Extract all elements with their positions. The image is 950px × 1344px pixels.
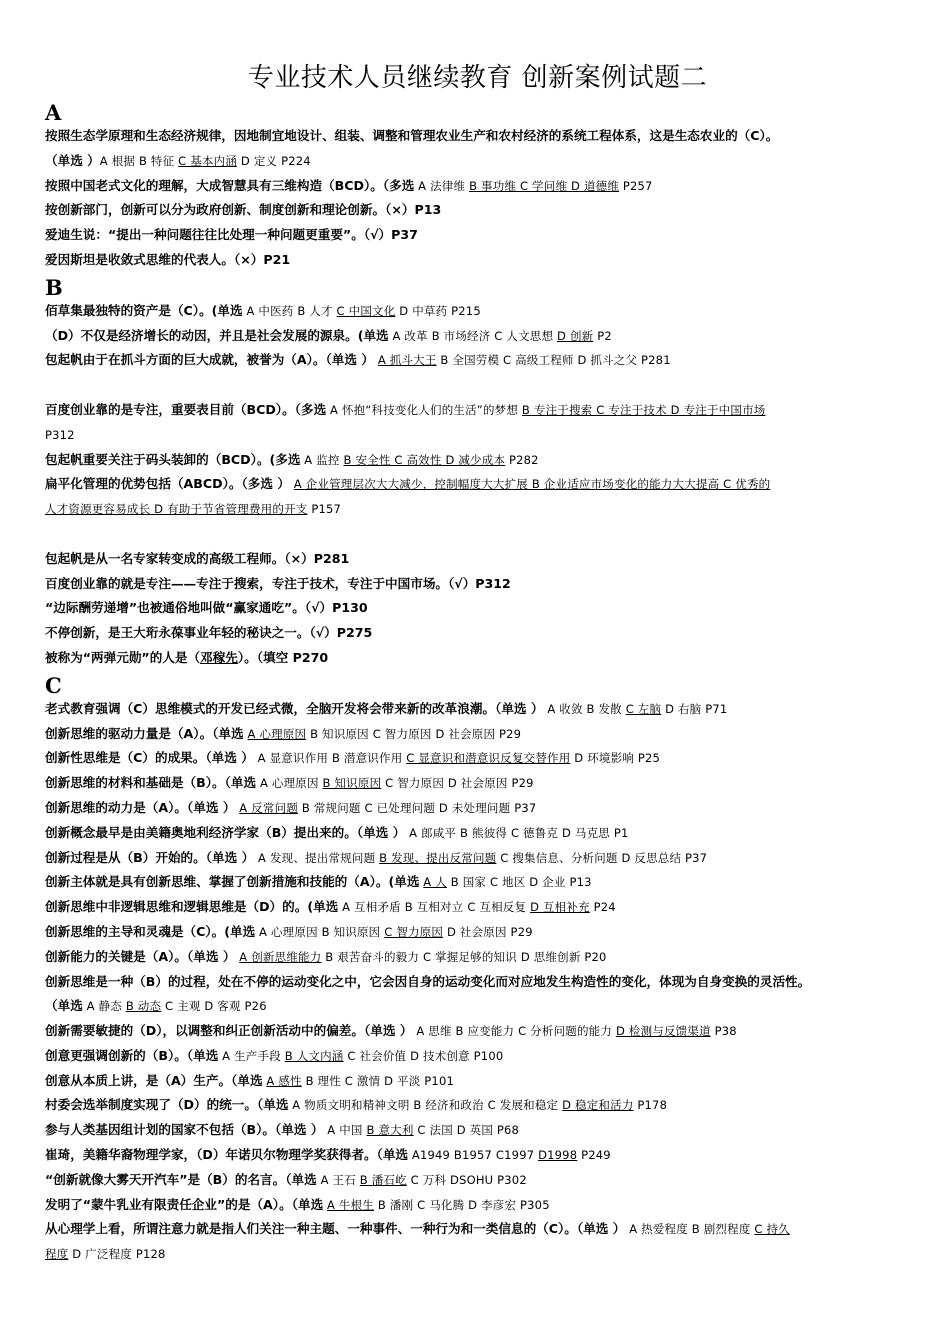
option-text: P157 xyxy=(307,502,342,517)
question-line xyxy=(45,646,910,671)
question-line xyxy=(45,1242,910,1267)
question-line xyxy=(45,572,910,597)
question-line xyxy=(45,870,910,895)
question-text: 村委会选举制度实现了（D）的统一。（单选 xyxy=(45,1097,289,1113)
option-text: P257 xyxy=(619,178,653,193)
question-text: 按创新部门，创新可以分为政府创新、制度创新和理论创新。（×）P13 xyxy=(45,202,442,218)
question-text: 被称为“两弹元勋”的人是（ xyxy=(45,649,201,665)
answer-text: D 互相补充 xyxy=(530,900,590,915)
question-text: 按照生态学原理和生态经济规律，因地制宜地设计、组装、调整和管理农业生产和农村经济的系统工程体系，这是生态农业的（C）。 xyxy=(45,128,779,143)
question-line xyxy=(45,1193,910,1218)
option-text: D 广泛程度 P128 xyxy=(68,1247,166,1262)
answer-text: D 检测与反馈渠道 xyxy=(615,1024,711,1039)
option-text: A 王石 xyxy=(316,1172,360,1187)
question-line xyxy=(45,348,910,373)
question-text: 创新思维是一种（B）的过程，处在不停的运动变化之中，它会因自身的运动变化而对应地发生构造性的变化，体现为自身变换的灵活性。 xyxy=(45,973,811,989)
question-line xyxy=(45,1069,910,1094)
option-text: D 中草药 P215 xyxy=(395,303,481,318)
question-line xyxy=(45,223,910,248)
question-text: 不停创新，是王大珩永葆事业年轻的秘诀之一。（√）P275 xyxy=(45,625,373,641)
document-title: 专业技术人员继续教育 创新案例试题二 xyxy=(247,63,708,93)
option-text: B 国家 C 地区 D 企业 P13 xyxy=(446,875,592,890)
section-letter: B xyxy=(45,274,63,300)
option-text: C 万科 DSOHU P302 xyxy=(406,1172,527,1187)
question-line xyxy=(45,1143,910,1168)
question-line xyxy=(45,124,910,149)
question-text: 发明了“蒙牛乳业有限责任企业”的是（A）。（单选 xyxy=(45,1196,324,1212)
question-line xyxy=(45,398,910,423)
question-line xyxy=(45,1093,910,1118)
question-text: （单选 ） xyxy=(45,152,100,168)
question-text: 从心理学上看，所谓注意力就是指人们关注一种主题、一种事件、一种行为和一类信息的（C）。（单选 ） xyxy=(45,1221,626,1237)
option-text: C 法国 D 英国 P68 xyxy=(413,1123,520,1138)
question-line xyxy=(45,596,910,621)
option-text: B 艰苦奋斗的毅力 C 掌握足够的知识 D 思维创新 P20 xyxy=(321,949,607,964)
option-text: A 发现、提出常规问题 xyxy=(254,850,380,865)
question-text: 创意更强调创新的（B）。（单选 xyxy=(45,1047,219,1063)
section-letter: A xyxy=(45,100,62,125)
question-text: 创新思维的主导和灵魂是（C）。(单选 xyxy=(45,923,256,939)
question-line xyxy=(45,994,910,1019)
option-text: P312 xyxy=(45,427,75,442)
answer-text: C 显意识和潜意识反复交替作用 xyxy=(406,751,571,766)
answer-text: B 安全性 C 高效性 D 减少成本 xyxy=(343,452,506,467)
answer-text: 人才资源更容易成长 D 有助于节省管理费用的开支 xyxy=(45,502,308,517)
question-text: “创新就像大雾天开汽车”是（B）的名言。（单选 xyxy=(45,1171,317,1187)
option-text: P2 xyxy=(593,328,612,343)
option-text: A 互相矛盾 B 互相对立 C 互相反复 xyxy=(338,900,531,915)
question-line xyxy=(45,945,910,970)
option-text: C 搜集信息、分析问题 D 反思总结 P37 xyxy=(496,850,708,865)
answer-text: B 专注于搜索 C 专注于技术 D 专注于中国市场 xyxy=(521,402,766,417)
option-text: B 全国劳模 C 高级工程师 D 抓斗之父 P281 xyxy=(436,353,671,368)
option-text: C 智力原因 D 社会原因 P29 xyxy=(381,776,534,791)
question-line xyxy=(45,846,910,871)
question-text: 包起帆重要关注于码头装卸的（BCD）。(多选 xyxy=(45,451,301,467)
question-line xyxy=(45,497,910,522)
option-text: A 监控 xyxy=(300,452,344,467)
question-text: 创新需要敏捷的（D），以调整和纠正创新活动中的偏差。（单选 ） xyxy=(45,1023,413,1039)
question-line xyxy=(45,472,910,497)
question-line xyxy=(45,722,910,747)
option-text: A 中国 xyxy=(323,1123,367,1138)
option-text: D 右脑 P71 xyxy=(661,701,728,716)
question-text: 参与人类基因组计划的国家不包括（B）。（单选 ） xyxy=(45,1122,324,1138)
question-text: “边际酬劳递增”也被通俗地叫做“赢家通吃”。（√）P130 xyxy=(45,600,368,616)
question-line xyxy=(45,796,910,821)
question-text: 创新思维的动力是（A）。（单选 ） xyxy=(45,799,236,815)
question-line xyxy=(45,821,910,846)
option-text: A 法律维 xyxy=(414,178,470,193)
question-text: 创新过程是从（B）开始的。（单选 ） xyxy=(45,849,255,865)
option-text: C 社会价值 D 技术创意 P100 xyxy=(343,1048,504,1063)
answer-text: C 中国文化 xyxy=(336,303,396,318)
question-line xyxy=(45,1168,910,1193)
answer-text: C 基本内涵 xyxy=(178,153,238,168)
section-letter: C xyxy=(45,672,62,698)
option-text: D 定义 P224 xyxy=(237,153,311,168)
option-text: B 潘刚 C 马化腾 D 李彦宏 P305 xyxy=(374,1197,550,1212)
option-text: A 物质文明和精神文明 B 经济和政治 C 发展和稳定 xyxy=(288,1098,563,1113)
question-text: 创新能力的关键是（A）。（单选 ） xyxy=(45,948,236,964)
option-text: A 中医药 B 人才 xyxy=(242,303,337,318)
option-text: A1949 B1957 C1997 xyxy=(408,1148,539,1163)
question-line xyxy=(45,970,910,995)
option-text: A 怀抱“科技变化人们的生活”的梦想 xyxy=(326,402,522,417)
option-text: P249 xyxy=(577,1148,611,1163)
option-text: A 热爱程度 B 剧烈程度 xyxy=(625,1222,755,1237)
answer-text: 程度 xyxy=(45,1247,69,1262)
option-text: D 环境影响 P25 xyxy=(570,751,661,766)
answer-text: B 人文内涵 xyxy=(284,1048,344,1063)
answer-text: A 心理原因 xyxy=(247,726,307,741)
question-text: 创新主体就是具有创新思维、掌握了创新措施和技能的（A）。(单选 xyxy=(45,874,420,890)
question-line xyxy=(45,1217,910,1242)
answer-text: C 智力原因 xyxy=(384,924,444,939)
answer-text: B 事功维 C 学问维 D 道德维 xyxy=(469,178,620,193)
question-text: 扁平化管理的优势包括（ABCD）。（多选 ） xyxy=(45,476,290,492)
option-text: D 社会原因 P29 xyxy=(443,924,533,939)
question-text: 百度创业靠的就是专注——专注于搜索，专注于技术，专注于中国市场。（√）P312 xyxy=(45,575,511,591)
question-text: （单选 xyxy=(45,998,83,1014)
question-text: 老式教育强调（C）思维模式的开发已经式微，全脑开发将会带来新的改革浪潮。（单选 ） xyxy=(45,700,544,716)
option-text: A 根据 B 特征 xyxy=(99,153,179,168)
option-text: C 主观 D 客观 P26 xyxy=(161,999,267,1014)
question-text: 创新思维的驱动力量是（A）。（单选 xyxy=(45,725,244,741)
option-text: P282 xyxy=(505,452,539,467)
question-text: 创新性思维是（C）的成果。（单选 ） xyxy=(45,750,254,766)
answer-text: C 左脑 xyxy=(625,701,662,716)
question-text: 包起帆是从一名专家转变成的高级工程师。（×）P281 xyxy=(45,550,350,566)
blank-line xyxy=(45,373,910,398)
option-text: B 常规问题 C 已处理问题 D 未处理问题 P37 xyxy=(298,800,537,815)
option-text: B 知识原因 C 智力原因 D 社会原因 P29 xyxy=(306,726,522,741)
question-text: 爱因斯坦是收敛式思维的代表人。（×）P21 xyxy=(45,251,291,267)
answer-text: A 牛根生 xyxy=(327,1197,375,1212)
question-line xyxy=(45,248,910,273)
answer-text: A 创新思维能力 xyxy=(239,949,322,964)
question-list xyxy=(45,100,910,1267)
option-text: A 心理原因 xyxy=(256,776,323,791)
answer-text: A 反常问题 xyxy=(239,800,299,815)
answer-text: B 动态 xyxy=(125,999,162,1014)
answer-text: 邓稼先 xyxy=(200,649,238,665)
question-line xyxy=(45,746,910,771)
option-text: A 改革 B 市场经济 C 人文思想 xyxy=(388,328,558,343)
option-text: P178 xyxy=(633,1098,668,1113)
question-text: 创新概念最早是由美籍奥地利经济学家（B）提出来的。（单选 ） xyxy=(45,824,406,840)
question-line xyxy=(45,697,910,722)
question-line xyxy=(45,621,910,646)
question-text: 创新思维中非逻辑思维和逻辑思维是（D）的。(单选 xyxy=(45,899,339,915)
blank-line xyxy=(45,522,910,547)
question-line xyxy=(45,423,910,448)
answer-text: C 持久 xyxy=(754,1222,790,1237)
answer-text: A 感性 xyxy=(266,1073,302,1088)
question-line xyxy=(45,198,910,223)
answer-text: D 创新 xyxy=(557,328,594,343)
option-text: A 郎咸平 B 熊彼得 C 德鲁克 D 马克思 P1 xyxy=(405,825,629,840)
answer-text: D1998 xyxy=(538,1148,578,1163)
question-text: 崔琦，美籍华裔物理学家，（D）年诺贝尔物理学奖获得者。（单选 xyxy=(45,1147,409,1163)
question-line xyxy=(45,547,910,572)
question-line xyxy=(45,448,910,473)
option-text: A 生产手段 xyxy=(218,1048,285,1063)
question-line xyxy=(45,1044,910,1069)
question-text: 创意从本质上讲，是（A）生产。（单选 xyxy=(45,1072,263,1088)
question-text: 创新思维的材料和基础是（B）。（单选 xyxy=(45,775,257,791)
option-text: A 显意识作用 B 潜意识作用 xyxy=(253,751,407,766)
answer-text: A 企业管理层次大大减少，控制幅度大大扩展 B 企业适应市场变化的能力大大提高 C 优秀的 xyxy=(293,477,771,492)
option-text: P38 xyxy=(710,1024,737,1039)
answer-text: A 人 xyxy=(423,875,447,890)
question-line xyxy=(45,895,910,920)
answer-text: B 意大利 xyxy=(366,1123,414,1138)
option-text: B 理性 C 激情 D 平淡 P101 xyxy=(301,1073,454,1088)
answer-text: B 知识原因 xyxy=(322,776,382,791)
question-text: 佰草集最独特的资产是（C）。(单选 xyxy=(45,302,243,318)
option-text: A 心理原因 B 知识原因 xyxy=(255,924,385,939)
question-text: ）。（填空 P270 xyxy=(237,649,329,665)
option-text: A 思维 B 应变能力 C 分析问题的能力 xyxy=(412,1024,616,1039)
question-line xyxy=(45,324,910,349)
question-text: （D）不仅是经济增长的动因，并且是社会发展的源泉。(单选 xyxy=(45,327,389,343)
answer-text: B 潘石屹 xyxy=(359,1172,407,1187)
answer-text: A 抓斗大王 xyxy=(377,353,437,368)
question-line xyxy=(45,920,910,945)
question-line xyxy=(45,771,910,796)
answer-text: B 发现、提出反常问题 xyxy=(379,850,497,865)
question-text: 百度创业靠的是专注，重要表目前（BCD）。（多选 xyxy=(45,401,327,417)
question-line xyxy=(45,1118,910,1143)
answer-text: D 稳定和活力 xyxy=(562,1098,634,1113)
question-line xyxy=(45,299,910,324)
question-text: 爱迪生说：“提出一种问题往往比处理一种问题更重要”。（√）P37 xyxy=(45,227,418,243)
option-text: P24 xyxy=(589,900,616,915)
option-text: A 收敛 B 发散 xyxy=(543,701,626,716)
question-text: 包起帆由于在抓斗方面的巨大成就，被誉为（A）。（单选 ） xyxy=(45,352,374,368)
question-line xyxy=(45,174,910,199)
question-line xyxy=(45,149,910,174)
question-text: 按照中国老式文化的理解，大成智慧具有三维构造（BCD）。（多选 xyxy=(45,177,415,193)
option-text: A 静态 xyxy=(82,999,126,1014)
question-line xyxy=(45,1019,910,1044)
